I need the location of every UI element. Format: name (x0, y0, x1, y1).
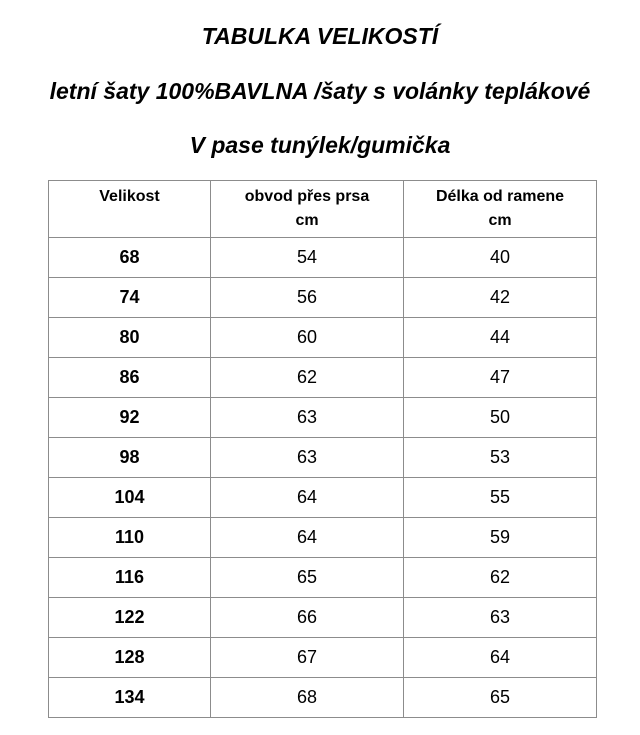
chest-cell: 63 (211, 398, 404, 438)
chest-cell: 66 (211, 598, 404, 638)
length-cell: 55 (404, 478, 597, 518)
size-cell: 86 (49, 358, 211, 398)
column-header-length-label: Délka od ramene cm (435, 188, 565, 229)
length-cell: 44 (404, 318, 597, 358)
length-cell: 65 (404, 678, 597, 718)
size-cell: 80 (49, 318, 211, 358)
chest-cell: 65 (211, 558, 404, 598)
size-cell: 74 (49, 278, 211, 318)
length-cell: 42 (404, 278, 597, 318)
size-cell: 104 (49, 478, 211, 518)
size-cell: 122 (49, 598, 211, 638)
chest-cell: 64 (211, 478, 404, 518)
length-cell: 59 (404, 518, 597, 558)
table-header-row (49, 181, 597, 238)
length-cell: 50 (404, 398, 597, 438)
length-cell: 63 (404, 598, 597, 638)
chest-cell: 60 (211, 318, 404, 358)
waist-note: V pase tunýlek/gumička (189, 132, 451, 158)
column-header-size-label: Velikost (99, 188, 160, 205)
chest-cell: 64 (211, 518, 404, 558)
table-row (49, 638, 597, 678)
size-cell: 116 (49, 558, 211, 598)
table-row (49, 318, 597, 358)
column-header-length (404, 181, 597, 238)
table-row (49, 358, 597, 398)
chest-cell: 62 (211, 358, 404, 398)
product-subtitle: letní šaty 100%BAVLNA /šaty s volánky teplákové (49, 78, 591, 104)
table-row (49, 478, 597, 518)
chest-cell: 68 (211, 678, 404, 718)
chest-cell: 54 (211, 238, 404, 278)
size-cell: 128 (49, 638, 211, 678)
chest-cell: 56 (211, 278, 404, 318)
size-cell: 110 (49, 518, 211, 558)
length-cell: 40 (404, 238, 597, 278)
table-row (49, 598, 597, 638)
length-cell: 47 (404, 358, 597, 398)
size-cell: 98 (49, 438, 211, 478)
column-header-chest-label: obvod přes prsa cm (244, 188, 370, 229)
column-header-chest (211, 181, 404, 238)
size-table (48, 180, 597, 718)
page-title: TABULKA VELIKOSTÍ (201, 23, 439, 49)
size-cell: 134 (49, 678, 211, 718)
chest-cell: 63 (211, 438, 404, 478)
length-cell: 62 (404, 558, 597, 598)
table-row (49, 278, 597, 318)
table-row (49, 518, 597, 558)
size-cell: 92 (49, 398, 211, 438)
table-row (49, 438, 597, 478)
column-header-size (49, 181, 211, 238)
size-cell: 68 (49, 238, 211, 278)
table-row (49, 398, 597, 438)
table-row (49, 238, 597, 278)
table-row (49, 678, 597, 718)
table-row (49, 558, 597, 598)
chest-cell: 67 (211, 638, 404, 678)
length-cell: 53 (404, 438, 597, 478)
length-cell: 64 (404, 638, 597, 678)
